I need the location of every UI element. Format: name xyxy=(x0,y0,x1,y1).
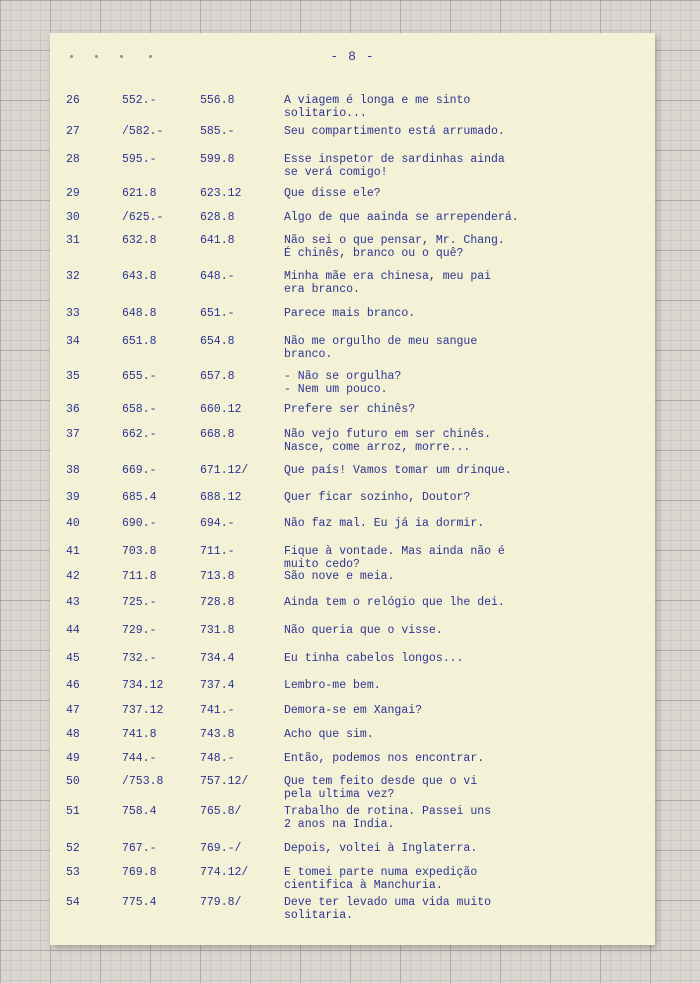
row-number: 46 xyxy=(66,679,80,692)
timecode-in: 744.- xyxy=(122,752,157,765)
timecode-in: 662.- xyxy=(122,428,157,441)
timecode-out: 648.- xyxy=(200,270,235,283)
timecode-out: 628.8 xyxy=(200,211,235,224)
row-number: 40 xyxy=(66,517,80,530)
timecode-in: 632.8 xyxy=(122,234,157,247)
subtitle-text xyxy=(284,270,624,296)
subtitle-line: Acho que sim. xyxy=(284,728,374,741)
timecode-in: 690.- xyxy=(122,517,157,530)
row-number: 44 xyxy=(66,624,80,637)
timecode-in: 621.8 xyxy=(122,187,157,200)
subtitle-text xyxy=(284,153,624,179)
subtitle-line: Esse inspetor de sardinhas ainda xyxy=(284,153,505,166)
timecode-out: 728.8 xyxy=(200,596,235,609)
timecode-out: 748.- xyxy=(200,752,235,765)
row-number: 29 xyxy=(66,187,80,200)
timecode-out: 713.8 xyxy=(200,570,235,583)
subtitle-line: Parece mais branco. xyxy=(284,307,416,320)
timecode-out: 734.4 xyxy=(200,652,235,665)
row-number: 35 xyxy=(66,370,80,383)
row-number: 38 xyxy=(66,464,80,477)
row-number: 43 xyxy=(66,596,80,609)
subtitle-line: Ainda tem o relógio que lhe dei. xyxy=(284,596,505,609)
subtitle-line: Minha mãe era chinesa, meu pai xyxy=(284,270,492,283)
subtitle-line: E tomei parte numa expedição xyxy=(284,866,478,879)
timecode-in: 741.8 xyxy=(122,728,157,741)
timecode-in: 552.- xyxy=(122,94,157,107)
row-number: 27 xyxy=(66,125,80,138)
subtitle-text xyxy=(284,234,624,260)
timecode-in: 725.- xyxy=(122,596,157,609)
timecode-out: 774.12/ xyxy=(200,866,249,879)
subtitle-line: Prefere ser chinês? xyxy=(284,403,416,416)
timecode-in: /753.8 xyxy=(122,775,164,788)
timecode-in: /625.- xyxy=(122,211,164,224)
subtitle-line: 2 anos na India. xyxy=(284,818,395,831)
timecode-in: 775.4 xyxy=(122,896,157,909)
subtitle-text xyxy=(284,805,624,831)
subtitle-line: Quer ficar sozinho, Doutor? xyxy=(284,491,471,504)
timecode-in: 595.- xyxy=(122,153,157,166)
subtitle-line: Depois, voltei à Inglaterra. xyxy=(284,842,478,855)
row-number: 54 xyxy=(66,896,80,909)
timecode-out: 623.12 xyxy=(200,187,242,200)
timecode-in: /582.- xyxy=(122,125,164,138)
subtitle-text xyxy=(284,545,624,571)
row-number: 37 xyxy=(66,428,80,441)
subtitle-line: Demora-se em Xangai? xyxy=(284,704,423,717)
timecode-in: 658.- xyxy=(122,403,157,416)
row-number: 48 xyxy=(66,728,80,741)
subtitle-text xyxy=(284,211,624,224)
timecode-out: 599.8 xyxy=(200,153,235,166)
subtitle-line: Não vejo futuro em ser chinês. xyxy=(284,428,492,441)
subtitle-line: A viagem é longa e me sinto xyxy=(284,94,471,107)
subtitle-text xyxy=(284,335,624,361)
timecode-out: 743.8 xyxy=(200,728,235,741)
row-number: 45 xyxy=(66,652,80,665)
timecode-in: 767.- xyxy=(122,842,157,855)
row-number: 28 xyxy=(66,153,80,166)
timecode-in: 669.- xyxy=(122,464,157,477)
subtitle-text xyxy=(284,896,624,922)
timecode-in: 648.8 xyxy=(122,307,157,320)
timecode-out: 660.12 xyxy=(200,403,242,416)
subtitle-line: muito cedo? xyxy=(284,558,360,571)
subtitle-line: - Não se orgulha? xyxy=(284,370,402,383)
timecode-in: 732.- xyxy=(122,652,157,665)
subtitle-line: solitario... xyxy=(284,107,367,120)
subtitle-text xyxy=(284,125,624,138)
subtitle-text xyxy=(284,679,624,692)
timecode-out: 711.- xyxy=(200,545,235,558)
subtitle-line: era branco. xyxy=(284,283,360,296)
subtitle-line: se verá comigo! xyxy=(284,166,388,179)
subtitle-line: Seu compartimento está arrumado. xyxy=(284,125,505,138)
subtitle-line: São nove e meia. xyxy=(284,570,395,583)
subtitle-line: Não sei o que pensar, Mr. Chang. xyxy=(284,234,505,247)
timecode-out: 765.8/ xyxy=(200,805,242,818)
timecode-in: 734.12 xyxy=(122,679,164,692)
subtitle-text xyxy=(284,307,624,320)
timecode-out: 757.12/ xyxy=(200,775,249,788)
subtitle-line: branco. xyxy=(284,348,333,361)
subtitle-text xyxy=(284,704,624,717)
timecode-out: 741.- xyxy=(200,704,235,717)
timecode-in: 685.4 xyxy=(122,491,157,504)
subtitle-text xyxy=(284,464,624,477)
subtitle-line: Então, podemos nos encontrar. xyxy=(284,752,485,765)
subtitle-line: solitaria. xyxy=(284,909,354,922)
subtitle-text xyxy=(284,624,624,637)
subtitle-text xyxy=(284,752,624,765)
timecode-out: 641.8 xyxy=(200,234,235,247)
subtitle-line: Deve ter levado uma vida muito xyxy=(284,896,492,909)
subtitle-line: Que país! Vamos tomar um drinque. xyxy=(284,464,512,477)
subtitle-line: Eu tinha cabelos longos... xyxy=(284,652,464,665)
timecode-out: 671.12/ xyxy=(200,464,249,477)
subtitle-text xyxy=(284,728,624,741)
subtitle-line: É chinês, branco ou o quê? xyxy=(284,247,464,260)
subtitle-line: Algo de que aainda se arrependerá. xyxy=(284,211,519,224)
timecode-out: 651.- xyxy=(200,307,235,320)
subtitle-line: Fique à vontade. Mas ainda não é xyxy=(284,545,505,558)
row-number: 51 xyxy=(66,805,80,818)
subtitle-line: Não faz mal. Eu já ia dormir. xyxy=(284,517,485,530)
typewritten-sheet xyxy=(50,33,655,945)
subtitle-line: Nasce, come arroz, morre... xyxy=(284,441,471,454)
subtitle-line: - Nem um pouco. xyxy=(284,383,388,396)
timecode-in: 643.8 xyxy=(122,270,157,283)
timecode-out: 654.8 xyxy=(200,335,235,348)
timecode-out: 769.-/ xyxy=(200,842,242,855)
timecode-out: 737.4 xyxy=(200,679,235,692)
timecode-in: 769.8 xyxy=(122,866,157,879)
row-number: 34 xyxy=(66,335,80,348)
subtitle-text xyxy=(284,491,624,504)
subtitle-text xyxy=(284,187,624,200)
subtitle-text xyxy=(284,596,624,609)
subtitle-line: Que tem feito desde que o vi xyxy=(284,775,478,788)
timecode-in: 758.4 xyxy=(122,805,157,818)
timecode-out: 779.8/ xyxy=(200,896,242,909)
row-number: 50 xyxy=(66,775,80,788)
subtitle-line: Lembro-me bem. xyxy=(284,679,381,692)
subtitle-text xyxy=(284,775,624,801)
timecode-in: 711.8 xyxy=(122,570,157,583)
subtitle-text xyxy=(284,403,624,416)
row-number: 31 xyxy=(66,234,80,247)
subtitle-text xyxy=(284,428,624,454)
row-number: 41 xyxy=(66,545,80,558)
timecode-out: 556.8 xyxy=(200,94,235,107)
row-number: 30 xyxy=(66,211,80,224)
timecode-in: 729.- xyxy=(122,624,157,637)
subtitle-text xyxy=(284,842,624,855)
subtitle-text xyxy=(284,370,624,396)
timecode-in: 655.- xyxy=(122,370,157,383)
subtitle-line: cientifica à Manchuria. xyxy=(284,879,443,892)
row-number: 39 xyxy=(66,491,80,504)
timecode-out: 688.12 xyxy=(200,491,242,504)
subtitle-text xyxy=(284,652,624,665)
row-number: 47 xyxy=(66,704,80,717)
subtitle-line: Não me orgulho de meu sangue xyxy=(284,335,478,348)
timecode-in: 737.12 xyxy=(122,704,164,717)
subtitle-text xyxy=(284,94,624,120)
row-number: 52 xyxy=(66,842,80,855)
subtitle-text xyxy=(284,570,624,583)
timecode-in: 703.8 xyxy=(122,545,157,558)
page-number: - 8 - xyxy=(330,49,375,64)
timecode-out: 694.- xyxy=(200,517,235,530)
timecode-out: 731.8 xyxy=(200,624,235,637)
row-number: 49 xyxy=(66,752,80,765)
subtitle-line: Que disse ele? xyxy=(284,187,381,200)
subtitle-line: Não queria que o visse. xyxy=(284,624,443,637)
timecode-out: 668.8 xyxy=(200,428,235,441)
subtitle-text xyxy=(284,866,624,892)
row-number: 36 xyxy=(66,403,80,416)
subtitle-line: pela ultima vez? xyxy=(284,788,395,801)
row-number: 32 xyxy=(66,270,80,283)
row-number: 26 xyxy=(66,94,80,107)
row-number: 33 xyxy=(66,307,80,320)
timecode-in: 651.8 xyxy=(122,335,157,348)
timecode-out: 585.- xyxy=(200,125,235,138)
subtitle-text xyxy=(284,517,624,530)
row-number: 53 xyxy=(66,866,80,879)
row-number: 42 xyxy=(66,570,80,583)
subtitle-line: Trabalho de rotina. Passei uns xyxy=(284,805,492,818)
timecode-out: 657.8 xyxy=(200,370,235,383)
